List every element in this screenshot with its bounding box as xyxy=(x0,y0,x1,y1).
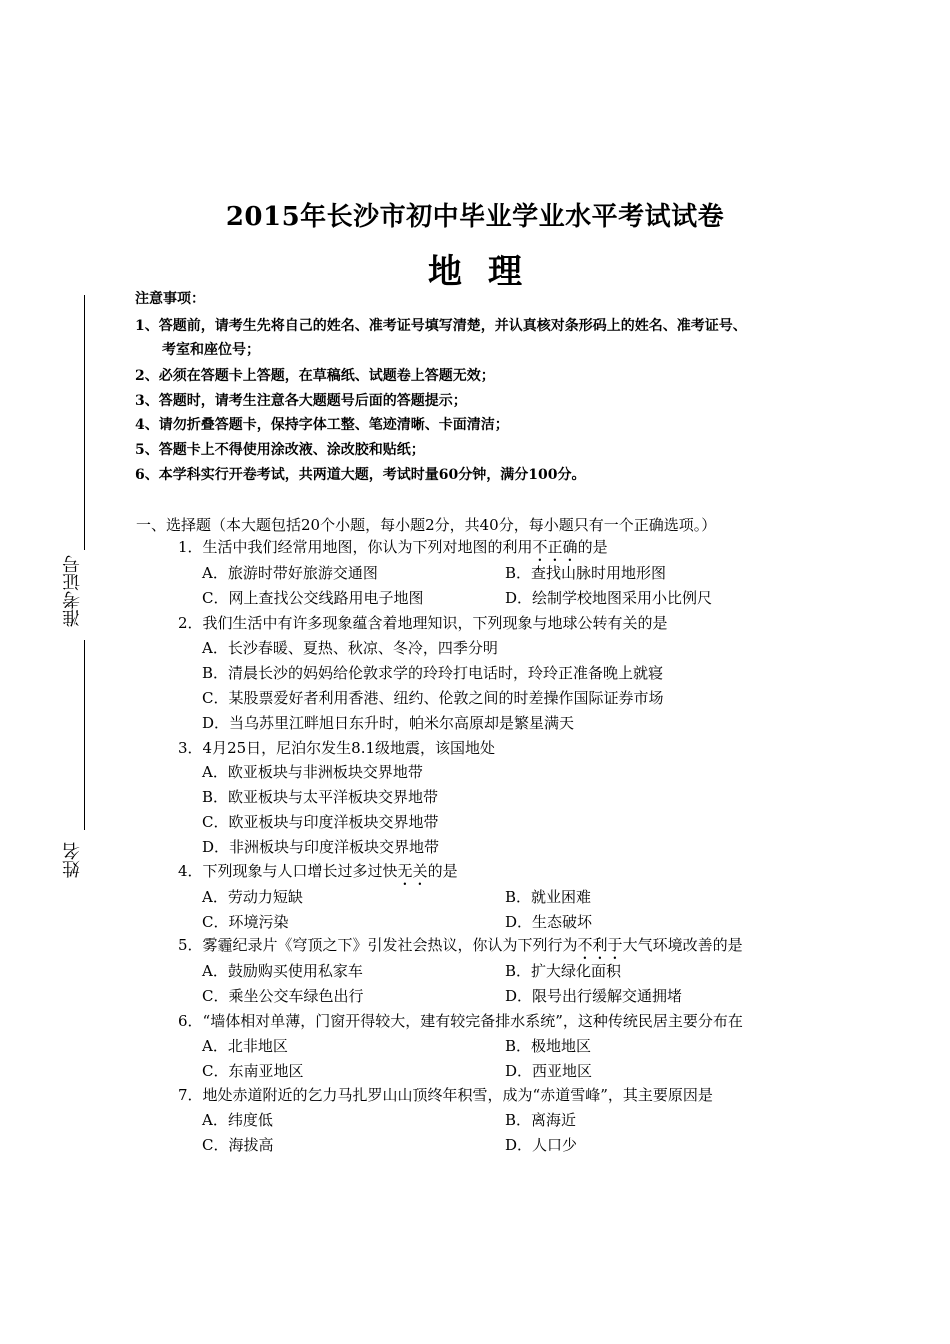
question-stem xyxy=(178,536,608,565)
notice-item: 考室和座位号； xyxy=(162,342,260,358)
stem-text: 4．下列现象与人口增长过多过快 xyxy=(178,862,398,880)
stem-text: 大气环境改善的是 xyxy=(622,936,743,954)
subject-title: 地理 xyxy=(428,252,548,292)
option-a: A．长沙春暖、夏热、秋凉、冬冷，四季分明 xyxy=(202,639,498,657)
emphasis-text: 不利于 xyxy=(577,936,623,954)
option-d: D．非洲板块与印度洋板块交界地带 xyxy=(202,838,440,856)
option-c: C．欧亚板块与印度洋板块交界地带 xyxy=(202,813,439,831)
question-stem xyxy=(178,934,743,963)
option-d: D．绘制学校地图采用小比例尺 xyxy=(505,589,713,607)
exam-id-label: 准考证号 xyxy=(62,555,83,627)
notice-item: 3、答题时，请考生注意各大题题号后面的答题提示； xyxy=(135,393,467,409)
stem-text: 5．雾霾纪录片《穹顶之下》引发社会热议，你认为下列行为 xyxy=(178,936,578,954)
option-a: A．劳动力短缺 xyxy=(202,888,303,906)
option-a: A．北非地区 xyxy=(202,1037,288,1055)
option-c: C．网上查找公交线路用电子地图 xyxy=(202,589,424,607)
stem-text: 的是 xyxy=(577,538,608,556)
option-c: C．乘坐公交车绿色出行 xyxy=(202,987,364,1005)
option-d: D．人口少 xyxy=(505,1136,578,1154)
option-b: B．清晨长沙的妈妈给伦敦求学的玲玲打电话时，玲玲正准备晚上就寝 xyxy=(202,664,664,682)
option-a: A．欧亚板块与非洲板块交界地带 xyxy=(202,763,423,781)
option-b: B．极地地区 xyxy=(505,1037,592,1055)
exam-title: 2015年长沙市初中毕业学业水平考试试卷 xyxy=(225,202,725,232)
option-d: D．当乌苏里江畔旭日东升时，帕米尔高原却是繁星满天 xyxy=(202,714,575,732)
section-heading: 一、选择题（本大题包括20个小题，每小题2分，共40分，每小题只有一个正确选项。） xyxy=(136,516,717,534)
option-b: B．就业困难 xyxy=(505,888,592,906)
notice-item: 5、答题卡上不得使用涂改液、涂改胶和贴纸； xyxy=(135,442,425,458)
notice-item: 4、请勿折叠答题卡，保持字体工整、笔迹清晰、卡面清洁； xyxy=(135,417,509,433)
option-d: D．生态破坏 xyxy=(505,913,593,931)
option-b: B．离海近 xyxy=(505,1111,577,1129)
option-c: C．东南亚地区 xyxy=(202,1062,304,1080)
option-d: D．限号出行缓解交通拥堵 xyxy=(505,987,683,1005)
notice-item: 1、答题前，请考生先将自己的姓名、准考证号填写清楚，并认真核对条形码上的姓名、准考证号、 xyxy=(135,318,747,334)
option-a: A．旅游时带好旅游交通图 xyxy=(202,564,378,582)
notice-heading: 注意事项： xyxy=(135,291,205,307)
option-c: C．环境污染 xyxy=(202,913,289,931)
notice-item: 6、本学科实行开卷考试，共两道大题，考试时量60分钟，满分100分。 xyxy=(135,467,586,483)
notice-item: 2、必须在答题卡上答题，在草稿纸、试题卷上答题无效； xyxy=(135,368,495,384)
emphasis-text: 无关 xyxy=(397,862,428,880)
binding-line-top xyxy=(84,295,85,550)
option-b: B．欧亚板块与太平洋板块交界地带 xyxy=(202,788,439,806)
option-d: D．西亚地区 xyxy=(505,1062,593,1080)
question-stem: 6．“墙体相对单薄，门窗开得较大，建有较完备排水系统”，这种传统民居主要分布在 xyxy=(178,1012,743,1030)
option-c: C．海拔高 xyxy=(202,1136,274,1154)
emphasis-text: 不正确 xyxy=(532,538,578,556)
exam-id-blank-line xyxy=(84,640,85,830)
question-stem xyxy=(178,860,458,889)
option-b: B．扩大绿化面积 xyxy=(505,962,622,980)
stem-text: 的是 xyxy=(427,862,458,880)
question-stem: 2．我们生活中有许多现象蕴含着地理知识，下列现象与地球公转有关的是 xyxy=(178,614,668,632)
option-c: C．某股票爱好者利用香港、纽约、伦敦之间的时差操作国际证券市场 xyxy=(202,689,664,707)
option-b: B．查找山脉时用地形图 xyxy=(505,564,667,582)
stem-text: 1．生活中我们经常用地图，你认为下列对地图的利用 xyxy=(178,538,533,556)
option-a: A．鼓励购买使用私家车 xyxy=(202,962,363,980)
name-label: 姓名 xyxy=(62,842,83,878)
question-stem: 3．4月25日，尼泊尔发生8.1级地震，该国地处 xyxy=(178,739,496,757)
question-stem: 7．地处赤道附近的乞力马扎罗山山顶终年积雪，成为“赤道雪峰”，其主要原因是 xyxy=(178,1086,713,1104)
option-a: A．纬度低 xyxy=(202,1111,273,1129)
